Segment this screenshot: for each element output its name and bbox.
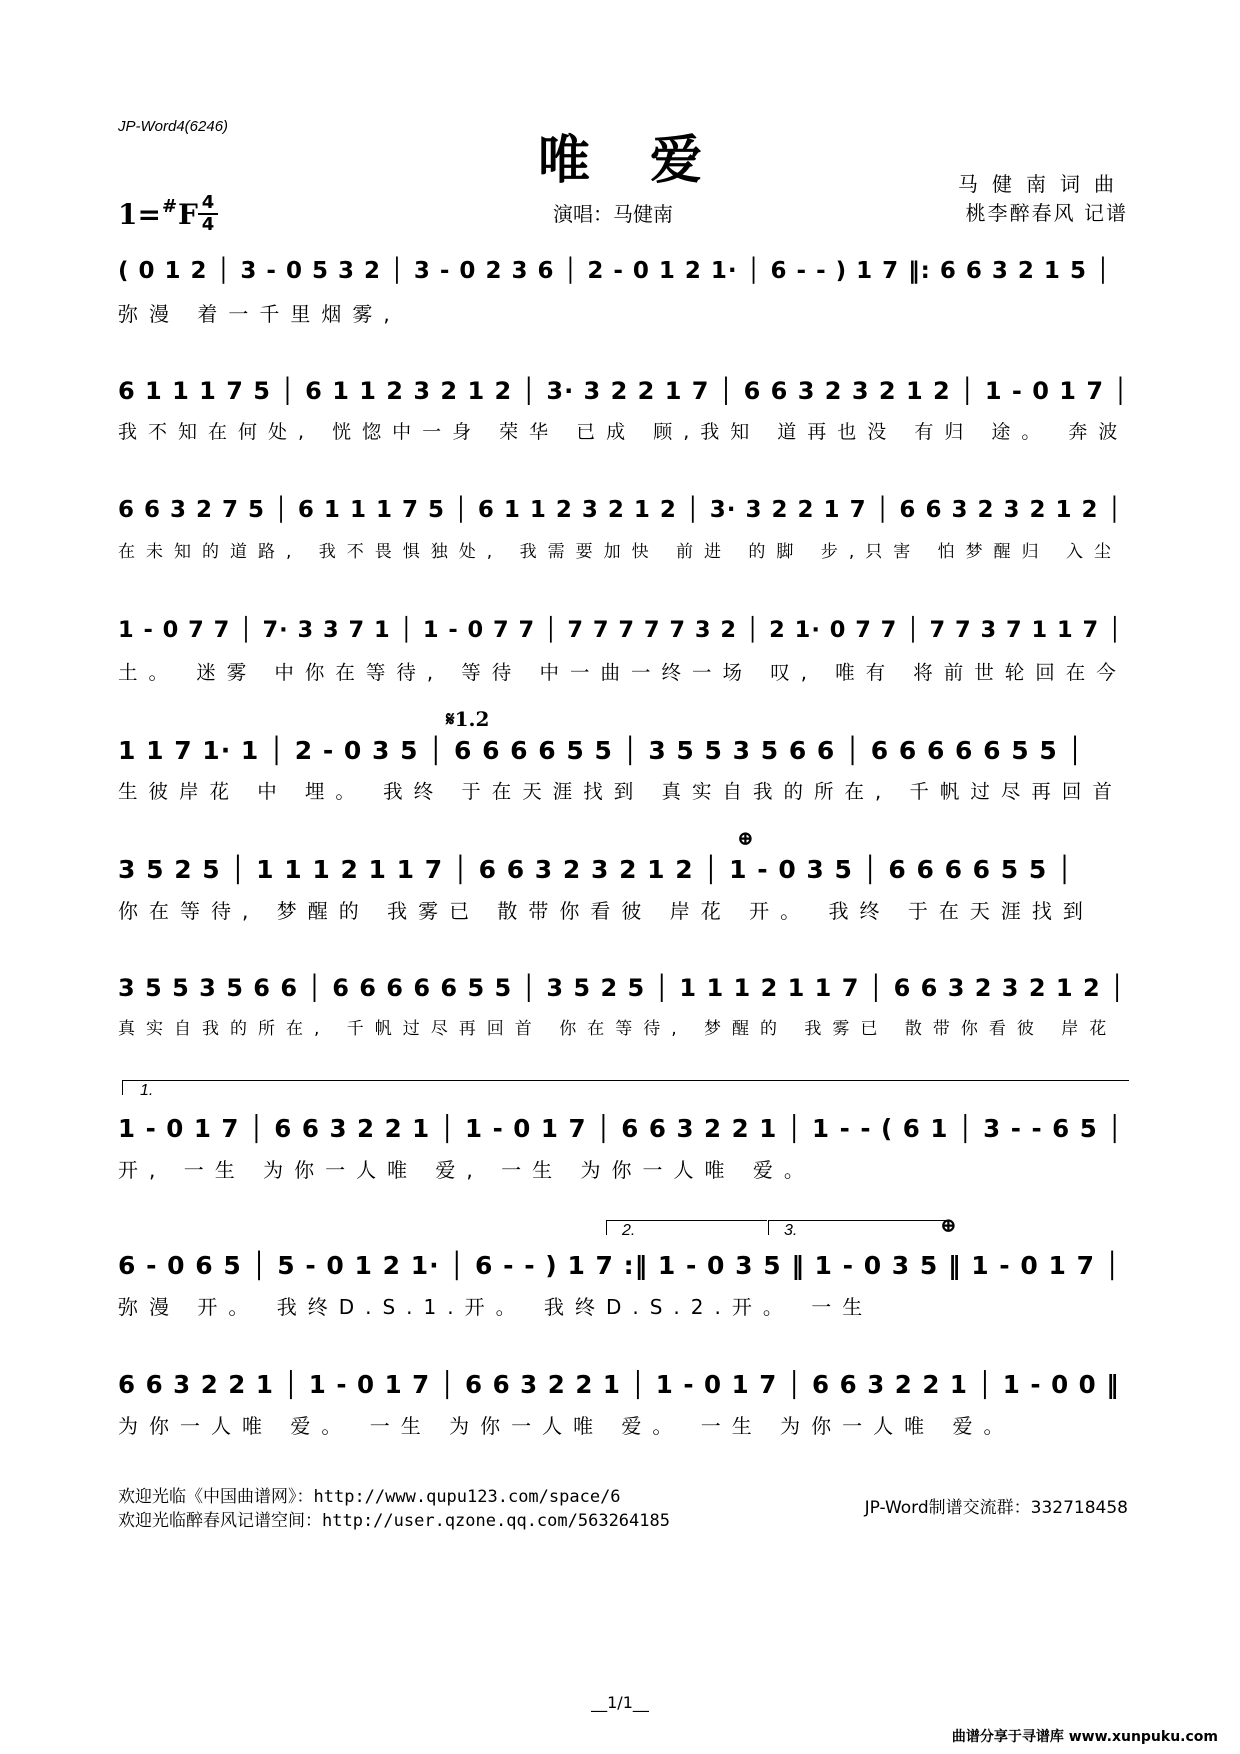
song-title: 唯爱 bbox=[537, 131, 762, 191]
footer-space-link: 欢迎光临醉春风记谱空间：http://user.qzone.qq.com/563264185 bbox=[118, 1511, 670, 1531]
staff-line-5 bbox=[0, 736, 1240, 846]
coda-mark: ⊕ bbox=[940, 1213, 957, 1237]
staff-notes: 3 5 5 3 5 6 6 │ 6 6 6 6 6 5 5 │ 3 5 2 5 │ 1 1 1 2 1 1 7 │ 6 6 3 2 3 2 1 2 │ bbox=[118, 974, 1126, 1002]
volta-label: 1. bbox=[140, 1082, 154, 1099]
segno-mark: 𝄋1.2 bbox=[446, 707, 490, 731]
composer-credit: 马健南词曲 bbox=[958, 172, 1128, 196]
staff-line-7 bbox=[0, 974, 1240, 1084]
staff-notes: 6 6 3 2 2 1 │ 1 - 0 1 7 │ 6 6 3 2 2 1 │ 1 - 0 1 7 │ 6 6 3 2 2 1 │ 1 - 0 0 ‖ bbox=[118, 1370, 1120, 1399]
staff-lyrics: 生彼岸花 中 埋。 我终 于在天涯找到 真实自我的所在, 千帆过尽再回首 bbox=[118, 780, 1123, 803]
generator-label: JP-Word4(6246) bbox=[118, 118, 229, 135]
staff-line-2 bbox=[0, 377, 1240, 487]
staff-notes: 6 6 3 2 7 5 │ 6 1 1 1 7 5 │ 6 1 1 2 3 2 1 2 │ 3· 3 2 2 1 7 │ 6 6 3 2 3 2 1 2 │ bbox=[118, 497, 1123, 523]
staff-lyrics: 我不知在何处, 恍惚中一身 荣华 已成 顾,我知 道再也没 有归 途。 奔波 bbox=[118, 421, 1129, 443]
key-signature bbox=[118, 196, 198, 231]
key-note: F bbox=[178, 198, 198, 231]
volta-label: 2. bbox=[622, 1222, 636, 1239]
transcriber-credit: 桃李醉春风 记谱 bbox=[965, 201, 1128, 225]
sharp-symbol: # bbox=[161, 196, 178, 217]
staff-lyrics: 土。 迷雾 中你在等待, 等待 中一曲一终一场 叹, 唯有 将前世轮回在今 bbox=[118, 661, 1127, 684]
staff-line-8 bbox=[0, 1114, 1240, 1224]
footer-group: JP-Word制谱交流群：332718458 bbox=[864, 1498, 1128, 1518]
page-number: __1/1__ bbox=[591, 1693, 649, 1712]
staff-line-6 bbox=[0, 855, 1240, 965]
staff-notes: ( 0 1 2 │ 3 - 0 5 3 2 │ 3 - 0 2 3 6 │ 2 - 0 1 2 1· │ 6 - - ) 1 7 ‖: 6 6 3 2 1 5 │ bbox=[118, 258, 1111, 284]
staff-lyrics: 真实自我的所在, 千帆过尽再回首 你在等待, 梦醒的 我雾已 散带你看彼 岸花 bbox=[118, 1019, 1118, 1039]
key-prefix: 1= bbox=[118, 198, 161, 231]
staff-notes: 3 5 2 5 │ 1 1 1 2 1 1 7 │ 6 6 3 2 3 2 1 2 │ 1 - 0 3 5 │ 6 6 6 6 5 5 │ bbox=[118, 855, 1074, 884]
staff-lyrics: 弥漫 着一千里烟雾, bbox=[118, 302, 401, 326]
staff-notes: 6 - 0 6 5 │ 5 - 0 1 2 1· │ 6 - - ) 1 7 :‖ 1 - 0 3 5 ‖ 1 - 0 3 5 ‖ 1 - 0 1 7 │ bbox=[118, 1251, 1121, 1280]
staff-line-10 bbox=[0, 1370, 1240, 1480]
staff-lyrics: 在未知的道路, 我不畏惧独处, 我需要加快 前进 的脚 步,只害 怕梦醒归 入尘 bbox=[118, 542, 1123, 562]
footer-site-link: 欢迎光临《中国曲谱网》：http://www.qupu123.com/space/6 bbox=[118, 1487, 621, 1507]
volta-label: 3. bbox=[784, 1222, 798, 1239]
staff-lyrics: 弥漫 开。 我终D.S.1.开。 我终D.S.2.开。 一生 bbox=[118, 1295, 874, 1319]
staff-lyrics: 为你一人唯 爱。 一生 为你一人唯 爱。 一生 为你一人唯 爱。 bbox=[118, 1414, 1015, 1438]
staff-notes: 1 - 0 1 7 │ 6 6 3 2 2 1 │ 1 - 0 1 7 │ 6 6 3 2 2 1 │ 1 - - ( 6 1 │ 3 - - 6 5 │ bbox=[118, 1114, 1124, 1143]
staff-line-3 bbox=[0, 497, 1240, 607]
singer-credit: 演唱：马健南 bbox=[553, 202, 673, 226]
volta-bracket bbox=[122, 1080, 1129, 1095]
time-signature bbox=[198, 194, 218, 234]
staff-notes: 1 - 0 7 7 │ 7· 3 3 7 1 │ 1 - 0 7 7 │ 7 7 7 7 7 3 2 │ 2 1· 0 7 7 │ 7 7 3 7 1 1 7 │ bbox=[118, 617, 1123, 643]
watermark: 曲谱分享于寻谱库 www.xunpuku.com bbox=[951, 1729, 1218, 1745]
coda-mark: ⊕ bbox=[737, 826, 754, 850]
staff-lyrics: 开, 一生 为你一人唯 爱, 一生 为你一人唯 爱。 bbox=[118, 1158, 815, 1182]
staff-line-4 bbox=[0, 617, 1240, 727]
staff-lyrics: 你在等待, 梦醒的 我雾已 散带你看彼 岸花 开。 我终 于在天涯找到 bbox=[118, 899, 1094, 923]
staff-notes: 1 1 7 1· 1 │ 2 - 0 3 5 │ 6 6 6 6 5 5 │ 3 5 5 3 5 6 6 │ 6 6 6 6 6 5 5 │ bbox=[118, 736, 1084, 765]
time-numerator: 4 bbox=[201, 192, 215, 213]
staff-notes: 6 1 1 1 7 5 │ 6 1 1 2 3 2 1 2 │ 3· 3 2 2 1 7 │ 6 6 3 2 3 2 1 2 │ 1 - 0 1 7 │ bbox=[118, 377, 1129, 405]
staff-line-9 bbox=[0, 1251, 1240, 1361]
time-denominator: 4 bbox=[201, 214, 215, 235]
staff-line-1 bbox=[0, 258, 1240, 368]
